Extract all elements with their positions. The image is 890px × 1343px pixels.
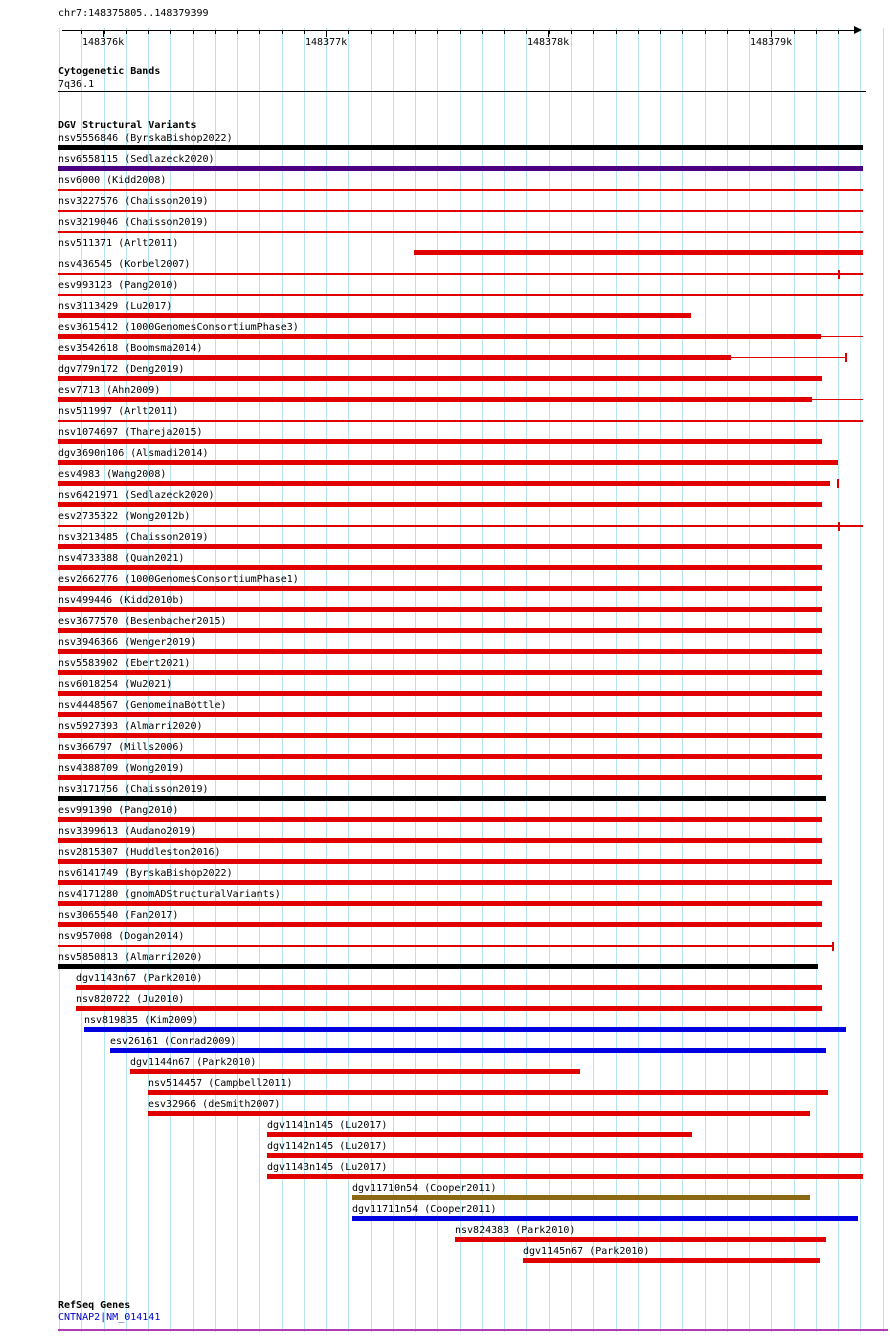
variant-label[interactable]: nsv820722 (Ju2010)	[76, 994, 185, 1005]
ruler-minor-tick	[794, 30, 795, 34]
region-position-label: chr7:148375805..148379399	[58, 8, 209, 19]
variant-bar[interactable]	[58, 754, 822, 759]
variant-bar[interactable]	[267, 1132, 692, 1137]
variant-label[interactable]: dgv1143n145 (Lu2017)	[267, 1162, 388, 1173]
ruler-minor-tick	[415, 30, 416, 34]
variant-end-tick	[845, 353, 847, 362]
variant-label[interactable]: esv2662776 (1000GenomesConsortiumPhase1)	[58, 574, 299, 585]
variant-extension-line	[812, 399, 863, 400]
variant-bar[interactable]	[130, 1069, 580, 1074]
variant-label[interactable]: dgv11710n54 (Cooper2011)	[352, 1183, 497, 1194]
ruler-tick-label: 148376k	[82, 37, 125, 48]
variant-bar[interactable]	[58, 376, 822, 381]
variant-bar[interactable]	[352, 1216, 858, 1221]
ruler-minor-tick	[237, 30, 238, 34]
ruler-major-tick	[103, 30, 104, 37]
variant-bar[interactable]	[58, 420, 863, 422]
variant-bar[interactable]	[58, 189, 863, 191]
gridline	[705, 28, 706, 1332]
variant-label[interactable]: nsv5583902 (Ebert2021)	[58, 658, 191, 669]
ruler-arrow-right-icon	[854, 26, 862, 34]
ruler-minor-tick	[437, 30, 438, 34]
variant-label[interactable]: dgv1144n67 (Park2010)	[130, 1057, 257, 1068]
ruler-tick-label: 148378k	[527, 37, 570, 48]
variant-bar[interactable]	[58, 294, 863, 296]
cytoband-glyph	[58, 91, 866, 92]
variant-label[interactable]: nsv957008 (Dogan2014)	[58, 931, 185, 942]
variant-bar[interactable]	[58, 273, 863, 275]
variant-extension-line	[821, 336, 863, 337]
ruler-minor-tick	[148, 30, 149, 34]
variant-label[interactable]: esv4983 (Wang2008)	[58, 469, 167, 480]
variant-label[interactable]: nsv366797 (Mills2006)	[58, 742, 185, 753]
variant-bar[interactable]	[58, 460, 838, 465]
ruler-minor-tick	[282, 30, 283, 34]
variant-label[interactable]: nsv4171280 (gnomADStructuralVariants)	[58, 889, 281, 900]
variant-end-tick	[838, 522, 840, 531]
gridline	[727, 28, 728, 1332]
variant-label[interactable]: esv26161 (Conrad2009)	[110, 1036, 237, 1047]
ruler-major-tick	[326, 30, 327, 37]
variant-label[interactable]: dgv779n172 (Deng2019)	[58, 364, 185, 375]
ruler-minor-tick	[749, 30, 750, 34]
variant-bar[interactable]	[58, 502, 822, 507]
ruler-minor-tick	[660, 30, 661, 34]
variant-label[interactable]: dgv1142n145 (Lu2017)	[267, 1141, 388, 1152]
variant-label[interactable]: nsv2815307 (Huddleston2016)	[58, 847, 221, 858]
variant-label[interactable]: dgv3690n106 (Alsmadi2014)	[58, 448, 209, 459]
ruler-major-tick	[548, 30, 549, 37]
variant-label[interactable]: nsv6018254 (Wu2021)	[58, 679, 173, 690]
ruler-minor-tick	[371, 30, 372, 34]
variant-label[interactable]: esv3542618 (Boomsma2014)	[58, 343, 203, 354]
gridline	[215, 28, 216, 1332]
variant-bar[interactable]	[148, 1090, 828, 1095]
variant-bar[interactable]	[58, 945, 832, 947]
variant-label[interactable]: nsv3213485 (Chaisson2019)	[58, 532, 209, 543]
variant-bar[interactable]	[414, 250, 863, 255]
variant-bar[interactable]	[58, 334, 821, 339]
ruler-minor-tick	[727, 30, 728, 34]
variant-bar[interactable]	[76, 985, 822, 990]
variant-label[interactable]: nsv4448567 (GenomeinaBottle)	[58, 700, 227, 711]
variant-label[interactable]: esv32966 (deSmith2007)	[148, 1099, 281, 1110]
gridline	[838, 28, 839, 1332]
variant-bar[interactable]	[58, 607, 822, 612]
variant-bar[interactable]	[58, 313, 691, 318]
cytoband-label[interactable]: 7q36.1	[58, 79, 95, 90]
variant-bar[interactable]	[58, 922, 822, 927]
variant-bar[interactable]	[58, 859, 822, 864]
variant-label[interactable]: esv993123 (Pang2010)	[58, 280, 179, 291]
variant-label[interactable]: nsv499446 (Kidd2010b)	[58, 595, 185, 606]
dgv-track-title: DGV Structural Variants	[58, 120, 197, 131]
ruler-minor-tick	[838, 30, 839, 34]
variant-label[interactable]: nsv3065540 (Fan2017)	[58, 910, 179, 921]
variant-label[interactable]: nsv514457 (Campbell2011)	[148, 1078, 293, 1089]
variant-label[interactable]: dgv11711n54 (Cooper2011)	[352, 1204, 497, 1215]
variant-bar[interactable]	[58, 544, 822, 549]
variant-bar[interactable]	[267, 1174, 863, 1179]
gridline	[794, 28, 795, 1332]
variant-bar[interactable]	[58, 166, 863, 171]
ruler-minor-tick	[170, 30, 171, 34]
variant-bar[interactable]	[58, 439, 822, 444]
ruler-minor-tick	[304, 30, 305, 34]
ruler-minor-tick	[259, 30, 260, 34]
variant-label[interactable]: nsv5927393 (Almarri2020)	[58, 721, 203, 732]
variant-label[interactable]: nsv3113429 (Lu2017)	[58, 301, 173, 312]
variant-label[interactable]: nsv3946366 (Wenger2019)	[58, 637, 197, 648]
ruler-minor-tick	[393, 30, 394, 34]
variant-bar[interactable]	[110, 1048, 826, 1053]
variant-bar[interactable]	[58, 210, 863, 212]
ruler-minor-tick	[504, 30, 505, 34]
variant-bar[interactable]	[58, 481, 830, 486]
ruler-minor-tick	[571, 30, 572, 34]
gridline	[237, 28, 238, 1332]
ruler-minor-tick	[348, 30, 349, 34]
variant-bar[interactable]	[58, 145, 863, 150]
ruler-tick-label: 148379k	[750, 37, 793, 48]
ruler-minor-tick	[616, 30, 617, 34]
variant-bar[interactable]	[58, 397, 812, 402]
variant-bar[interactable]	[58, 901, 822, 906]
ruler-tick-label: 148377k	[305, 37, 348, 48]
variant-bar[interactable]	[58, 880, 832, 885]
variant-end-tick	[838, 270, 840, 279]
variant-bar[interactable]	[76, 1006, 822, 1011]
variant-label[interactable]: nsv6000 (Kidd2008)	[58, 175, 167, 186]
variant-label[interactable]: nsv6558115 (Sedlazeck2020)	[58, 154, 215, 165]
gridline	[771, 28, 772, 1332]
variant-label[interactable]: dgv1141n145 (Lu2017)	[267, 1120, 388, 1131]
variant-label[interactable]: dgv1143n67 (Park2010)	[76, 973, 203, 984]
refseq-track-title: RefSeq Genes	[58, 1300, 131, 1311]
variant-bar[interactable]	[58, 628, 822, 633]
variant-bar[interactable]	[267, 1153, 863, 1158]
variant-bar[interactable]	[58, 586, 822, 591]
variant-bar[interactable]	[58, 838, 822, 843]
variant-label[interactable]: dgv1145n67 (Park2010)	[523, 1246, 650, 1257]
gridline	[816, 28, 817, 1332]
cytoband-track-title: Cytogenetic Bands	[58, 66, 161, 77]
variant-bar[interactable]	[84, 1027, 846, 1032]
variant-label[interactable]: esv991390 (Pang2010)	[58, 805, 179, 816]
variant-bar[interactable]	[148, 1111, 810, 1116]
gridline	[883, 28, 884, 1332]
variant-label[interactable]: nsv4733388 (Quan2021)	[58, 553, 185, 564]
variant-label[interactable]: nsv3219046 (Chaisson2019)	[58, 217, 209, 228]
variant-bar[interactable]	[58, 355, 731, 360]
variant-bar[interactable]	[58, 565, 822, 570]
ruler-minor-tick	[193, 30, 194, 34]
gridline	[860, 28, 861, 1332]
variant-label[interactable]: nsv819835 (Kim2009)	[84, 1015, 199, 1026]
ruler-minor-tick	[215, 30, 216, 34]
variant-end-tick	[832, 942, 834, 951]
variant-extension-line	[731, 357, 845, 358]
refseq-gene-glyph	[58, 1329, 888, 1331]
variant-label[interactable]: nsv3171756 (Chaisson2019)	[58, 784, 209, 795]
variant-label[interactable]: nsv511371 (Arlt2011)	[58, 238, 179, 249]
variant-label[interactable]: nsv824383 (Park2010)	[455, 1225, 576, 1236]
ruler-minor-tick	[126, 30, 127, 34]
variant-bar[interactable]	[352, 1195, 810, 1200]
ruler-minor-tick	[638, 30, 639, 34]
ruler-minor-tick	[816, 30, 817, 34]
ruler-minor-tick	[526, 30, 527, 34]
variant-label[interactable]: nsv5556846 (ByrskaBishop2022)	[58, 133, 233, 144]
variant-bar[interactable]	[58, 796, 826, 801]
ruler-minor-tick	[81, 30, 82, 34]
variant-label[interactable]: nsv6141749 (ByrskaBishop2022)	[58, 868, 233, 879]
variant-bar[interactable]	[58, 775, 822, 780]
gridline	[259, 28, 260, 1332]
variant-label[interactable]: esv3615412 (1000GenomesConsortiumPhase3)	[58, 322, 299, 333]
variant-label[interactable]: nsv6421971 (Sedlazeck2020)	[58, 490, 215, 501]
variant-bar[interactable]	[58, 691, 822, 696]
variant-label[interactable]: nsv511997 (Arlt2011)	[58, 406, 179, 417]
variant-bar[interactable]	[455, 1237, 826, 1242]
ruler-minor-tick	[593, 30, 594, 34]
variant-label[interactable]: esv2735322 (Wong2012b)	[58, 511, 191, 522]
variant-bar[interactable]	[58, 712, 822, 717]
variant-label[interactable]: nsv4388709 (Wong2019)	[58, 763, 185, 774]
variant-label[interactable]: nsv3399613 (Audano2019)	[58, 826, 197, 837]
variant-bar[interactable]	[58, 733, 822, 738]
variant-label[interactable]: nsv5850813 (Almarri2020)	[58, 952, 203, 963]
variant-bar[interactable]	[58, 231, 863, 233]
ruler-major-tick	[771, 30, 772, 37]
variant-bar[interactable]	[58, 525, 863, 527]
variant-label[interactable]: esv3677570 (Besenbacher2015)	[58, 616, 227, 627]
variant-label[interactable]: esv7713 (Ahn2009)	[58, 385, 161, 396]
variant-label[interactable]: nsv3227576 (Chaisson2019)	[58, 196, 209, 207]
variant-bar[interactable]	[58, 649, 822, 654]
variant-label[interactable]: nsv436545 (Korbel2007)	[58, 259, 191, 270]
ruler-minor-tick	[460, 30, 461, 34]
ruler-minor-tick	[682, 30, 683, 34]
variant-bar[interactable]	[58, 817, 822, 822]
gridline	[749, 28, 750, 1332]
refseq-gene-label[interactable]: CNTNAP2|NM_014141	[58, 1312, 161, 1323]
variant-bar[interactable]	[58, 670, 822, 675]
ruler-minor-tick	[482, 30, 483, 34]
ruler-minor-tick	[705, 30, 706, 34]
variant-bar[interactable]	[58, 964, 818, 969]
variant-label[interactable]: nsv1074697 (Thareja2015)	[58, 427, 203, 438]
variant-end-tick	[837, 479, 839, 488]
variant-bar[interactable]	[523, 1258, 820, 1263]
